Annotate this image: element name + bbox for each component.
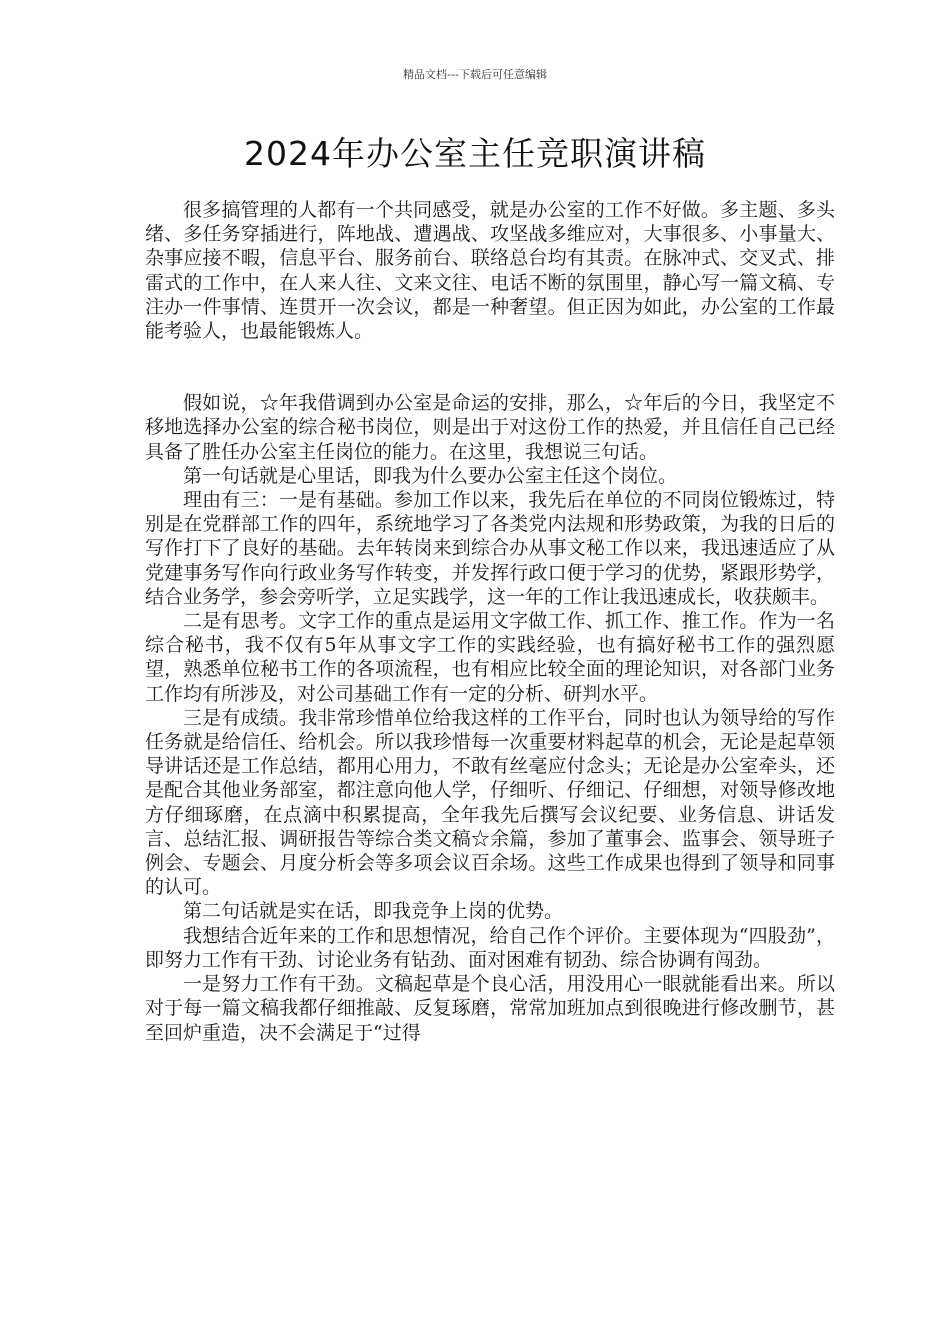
header-note: 精品文档---下载后可任意编辑 [403, 68, 547, 81]
document-title: 2024年办公室主任竞职演讲稿 [244, 134, 706, 173]
paragraph-first-sentence: 第一句话就是心里话，即我为什么要办公室主任这个岗位。 [183, 464, 678, 487]
paragraph-reason-thinking: 二是有思考。文字工作的重点是运用文字做工作、抓工作、推工作。作为一名综合秘书，我不仅有5年从事文字工作的实践经验，也有搞好秘书工作的强烈愿望，熟悉单位秘书工作的各项流程，也有相应比较全面的理论知识，对各部门业务工作均有所涉及，对公司基础工作有一定的分析、研判水平。 [145, 610, 835, 705]
paragraph-secondment: 假如说，☆年我借调到办公室是命运的安排，那么，☆年后的今日，我坚定不移地选择办公室的综合秘书岗位，则是出于对这份工作的热爱，并且信任自己已经具备了胜任办公室主任岗位的能力。在这里，我想说三句话。 [145, 392, 835, 463]
paragraph-hard-work: 一是努力工作有干劲。文稿起草是个良心活，用没用心一眼就能看出来。所以对于每一篇文稿我都仔细推敲、反复琢磨，常常加班加点到很晚进行修改删节，甚至回炉重造，决不会满足于“过得 [145, 973, 835, 1044]
paragraph-gap [145, 343, 835, 391]
paragraph-second-sentence: 第二句话就是实在话，即我竞争上岗的优势。 [183, 900, 564, 923]
paragraph-reason-achievement: 三是有成绩。我非常珍惜单位给我这样的工作平台，同时也认为领导给的写作任务就是给信任、给机会。所以我珍惜每一次重要材料起草的机会，无论是起草领导讲话还是工作总结，都用心用力，不敢有丝毫应付念头；无论是办公室牵头，还是配合其他业务部室，都注意向他人学，仔细听、仔细记、仔细想，对领导修改地方仔细琢磨，在点滴中积累提高，全年我先后撰写会议纪要、业务信息、讲话发言、总结汇报、调研报告等综合类文稿☆余篇，参加了董事会、监事会、领导班子例会、专题会、月度分析会等多项会议百余场。这些工作成果也得到了领导和同事的认可。 [145, 706, 835, 899]
paragraph-reason-foundation: 理由有三：一是有基础。参加工作以来，我先后在单位的不同岗位锻炼过，特别是在党群部工作的四年，系统地学习了各类党内法规和形势政策，为我的日后的写作打下了良好的基础。去年转岗来到综合办从事文秘工作以来，我迅速适应了从党建事务写作向行政业务写作转变，并发挥行政口便于学习的优势，紧跟形势学，结合业务学，参会旁听学，立足实践学，这一年的工作让我迅速成长，收获颇丰。 [145, 489, 835, 608]
paragraph-self-evaluation: 我想结合近年来的工作和思想情况，给自己作个评价。主要体现为“四股劲”，即努力工作有干劲、讨论业务有钻劲、面对困难有韧劲、综合协调有闯劲。 [145, 924, 835, 971]
document-body [145, 198, 835, 1045]
paragraph-intro: 很多搞管理的人都有一个共同感受，就是办公室的工作不好做。多主题、多头绪、多任务穿插进行，阵地战、遭遇战、攻坚战多维应对，大事很多、小事量大、杂事应接不暇，信息平台、服务前台、联络总台均有其责。在脉冲式、交叉式、排雷式的工作中，在人来人往、文来文往、电话不断的氛围里，静心写一篇文稿、专注办一件事情、连贯开一次会议，都是一种奢望。但正因为如此，办公室的工作最能考验人，也最能锻炼人。 [145, 199, 835, 343]
